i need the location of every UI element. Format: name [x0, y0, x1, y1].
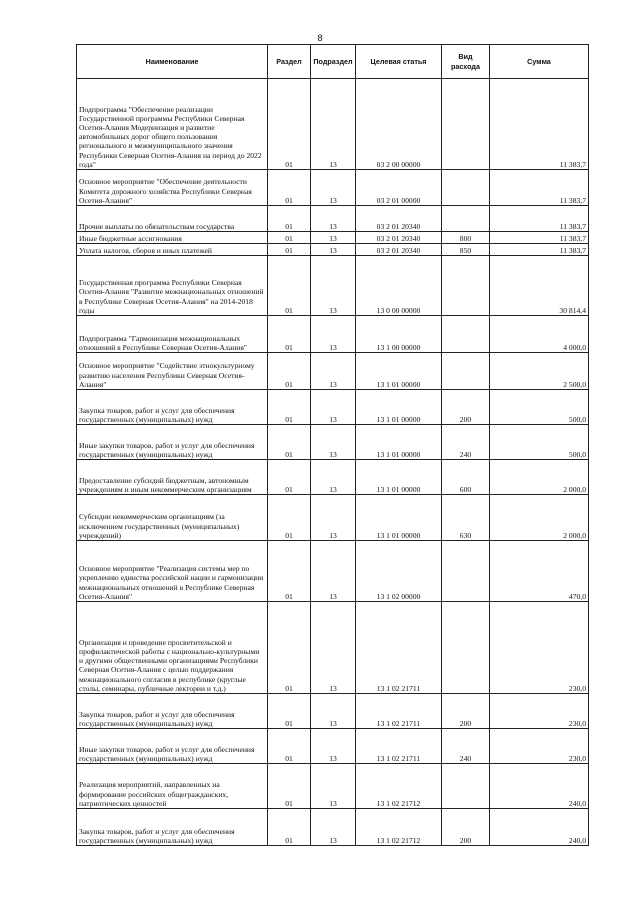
table-row [77, 460, 589, 495]
header-expense-type: Вид расхода [442, 45, 490, 79]
cell-name: Уплата налогов, сборов и иных платежей [77, 244, 268, 256]
cell-target: 13 1 00 00000 [356, 316, 442, 353]
cell-section: 01 [268, 809, 311, 846]
cell-target: 13 1 02 21711 [356, 602, 442, 694]
cell-name: Государственная программа Республики Северная Осетия-Алания "Развитие межнациональных отношений в Республике Северная Осетия-Алания" на 2014-2018 годы [77, 256, 268, 316]
cell-section: 01 [268, 244, 311, 256]
cell-section: 01 [268, 390, 311, 425]
cell-section: 01 [268, 729, 311, 764]
table-row [77, 244, 589, 256]
page-number: 8 [317, 33, 323, 43]
cell-target: 13 1 01 00000 [356, 425, 442, 460]
cell-type: 200 [442, 694, 490, 729]
cell-name: Предоставление субсидий бюджетным, автономным учреждениям и иным некоммерческим организациям [77, 460, 268, 495]
cell-subsection: 13 [311, 809, 356, 846]
table-row [77, 694, 589, 729]
cell-type [442, 353, 490, 390]
cell-name: Реализация мероприятий, направленных на формирование российских общегражданских, патриотических ценностей [77, 764, 268, 809]
cell-subsection: 13 [311, 316, 356, 353]
cell-type: 850 [442, 244, 490, 256]
table-row [77, 764, 589, 809]
cell-target: 13 1 01 00000 [356, 460, 442, 495]
cell-amount: 230,0 [490, 729, 589, 764]
cell-amount: 2 000,0 [490, 495, 589, 541]
cell-amount: 230,0 [490, 602, 589, 694]
cell-target: 13 1 02 00000 [356, 541, 442, 602]
cell-section: 01 [268, 206, 311, 232]
cell-section: 01 [268, 79, 311, 170]
cell-section: 01 [268, 541, 311, 602]
cell-subsection: 13 [311, 694, 356, 729]
header-name: Наименование [77, 45, 268, 79]
cell-subsection: 13 [311, 244, 356, 256]
cell-subsection: 13 [311, 495, 356, 541]
table-row [77, 390, 589, 425]
cell-subsection: 13 [311, 79, 356, 170]
table-row [77, 495, 589, 541]
cell-target: 13 1 01 00000 [356, 495, 442, 541]
cell-section: 01 [268, 602, 311, 694]
cell-amount: 500,0 [490, 390, 589, 425]
cell-type: 630 [442, 495, 490, 541]
table-row [77, 353, 589, 390]
table-row [77, 425, 589, 460]
cell-type [442, 206, 490, 232]
cell-target: 13 1 02 21711 [356, 729, 442, 764]
cell-target: 13 1 01 00000 [356, 353, 442, 390]
cell-amount: 470,0 [490, 541, 589, 602]
table-header-row [77, 45, 589, 79]
table-row [77, 602, 589, 694]
cell-name: Закупка товаров, работ и услуг для обеспечения государственных (муниципальных) нужд [77, 694, 268, 729]
cell-target: 13 0 00 00000 [356, 256, 442, 316]
cell-subsection: 13 [311, 256, 356, 316]
cell-section: 01 [268, 764, 311, 809]
cell-name: Основное мероприятие "Обеспечение деятельности Комитета дорожного хозяйства Республики Северная Осетия-Алания" [77, 170, 268, 206]
cell-type: 800 [442, 232, 490, 244]
cell-subsection: 13 [311, 206, 356, 232]
cell-name: Субсидии некоммерческим организациям (за исключением государственных (муниципальных) учреждений) [77, 495, 268, 541]
cell-amount: 11 383,7 [490, 170, 589, 206]
cell-type [442, 316, 490, 353]
cell-type [442, 541, 490, 602]
cell-name: Основное мероприятие "Реализация системы мер по укреплению единства российской нации и гармонизации межнациональных отношений в Республике Северная Осетия-Алания" [77, 541, 268, 602]
table-row [77, 729, 589, 764]
table-row [77, 809, 589, 846]
table-row [77, 232, 589, 244]
table-row [77, 170, 589, 206]
cell-amount: 2 500,0 [490, 353, 589, 390]
cell-type [442, 170, 490, 206]
cell-subsection: 13 [311, 353, 356, 390]
cell-target: 13 1 02 21712 [356, 764, 442, 809]
header-section: Раздел [268, 45, 311, 79]
cell-target: 03 2 01 20340 [356, 206, 442, 232]
cell-type: 600 [442, 460, 490, 495]
cell-amount: 11 383,7 [490, 244, 589, 256]
cell-type [442, 602, 490, 694]
cell-amount: 240,0 [490, 764, 589, 809]
cell-subsection: 13 [311, 541, 356, 602]
header-subsection: Подраздел [311, 45, 356, 79]
cell-section: 01 [268, 353, 311, 390]
cell-type: 240 [442, 729, 490, 764]
table-row [77, 316, 589, 353]
cell-name: Иные бюджетные ассигнования [77, 232, 268, 244]
cell-type [442, 256, 490, 316]
budget-table [76, 44, 589, 846]
cell-target: 03 2 00 00000 [356, 79, 442, 170]
cell-amount: 30 814,4 [490, 256, 589, 316]
cell-subsection: 13 [311, 764, 356, 809]
cell-name: Иные закупки товаров, работ и услуг для обеспечения государственных (муниципальных) нужд [77, 425, 268, 460]
table-row [77, 206, 589, 232]
cell-type [442, 79, 490, 170]
cell-subsection: 13 [311, 460, 356, 495]
cell-amount: 500,0 [490, 425, 589, 460]
cell-section: 01 [268, 694, 311, 729]
header-amount: Сумма [490, 45, 589, 79]
cell-section: 01 [268, 460, 311, 495]
cell-name: Подпрограмма "Обеспечение реализации Государственной программы Республики Северная Осетия-Алания Модернизация и развитие автомобильных дорог общего пользования регионального и межмуниципального значения Республики Северная Осетия-Алания на период до 2022 года" [77, 79, 268, 170]
cell-amount: 11 383,7 [490, 79, 589, 170]
header-target: Целевая статья [356, 45, 442, 79]
cell-type [442, 764, 490, 809]
cell-amount: 4 000,0 [490, 316, 589, 353]
cell-amount: 230,0 [490, 694, 589, 729]
cell-amount: 11 383,7 [490, 206, 589, 232]
cell-section: 01 [268, 256, 311, 316]
cell-type: 200 [442, 809, 490, 846]
cell-section: 01 [268, 425, 311, 460]
table-row [77, 256, 589, 316]
table-row [77, 541, 589, 602]
cell-subsection: 13 [311, 602, 356, 694]
cell-name: Подпрограмма "Гармонизация межнациональных отношений в Республике Северная Осетия-Алания" [77, 316, 268, 353]
cell-section: 01 [268, 232, 311, 244]
cell-subsection: 13 [311, 232, 356, 244]
cell-section: 01 [268, 170, 311, 206]
table-row [77, 79, 589, 170]
cell-name: Иные закупки товаров, работ и услуг для обеспечения государственных (муниципальных) нужд [77, 729, 268, 764]
cell-target: 03 2 01 20340 [356, 244, 442, 256]
cell-subsection: 13 [311, 425, 356, 460]
cell-subsection: 13 [311, 170, 356, 206]
cell-type: 240 [442, 425, 490, 460]
cell-subsection: 13 [311, 729, 356, 764]
cell-name: Закупка товаров, работ и услуг для обеспечения государственных (муниципальных) нужд [77, 809, 268, 846]
cell-target: 13 1 02 21712 [356, 809, 442, 846]
cell-target: 03 2 01 20340 [356, 232, 442, 244]
cell-section: 01 [268, 495, 311, 541]
cell-target: 03 2 01 00000 [356, 170, 442, 206]
cell-amount: 240,0 [490, 809, 589, 846]
cell-target: 13 1 02 21711 [356, 694, 442, 729]
cell-name: Закупка товаров, работ и услуг для обеспечения государственных (муниципальных) нужд [77, 390, 268, 425]
cell-amount: 2 000,0 [490, 460, 589, 495]
cell-target: 13 1 01 00000 [356, 390, 442, 425]
cell-type: 200 [442, 390, 490, 425]
cell-name: Прочие выплаты по обязательствам государства [77, 206, 268, 232]
cell-name: Организация и проведение просветительской и профилактической работы с национально-культурными и другими общественными организациями Республики Северная Осетия-Алания с целью поддержания межнационального согласия в республике (круглые столы, семинары, публичные лектории и т.д.) [77, 602, 268, 694]
cell-amount: 11 383,7 [490, 232, 589, 244]
cell-section: 01 [268, 316, 311, 353]
cell-subsection: 13 [311, 390, 356, 425]
cell-name: Основное мероприятие "Содействие этнокультурному развитию населения Республики Северная Осетия-Алания" [77, 353, 268, 390]
